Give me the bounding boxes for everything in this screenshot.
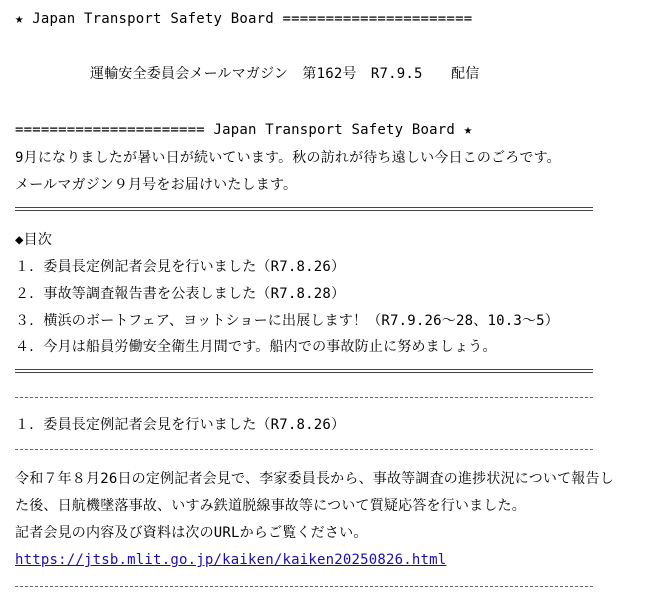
dashed-divider bbox=[15, 397, 593, 398]
intro-line-2: メールマガジン９月号をお届けいたします。 bbox=[15, 177, 298, 193]
kaiken-link[interactable]: https://jtsb.mlit.go.jp/kaiken/kaiken20250826.html bbox=[15, 552, 447, 568]
toc-item-2: ２．事故等調査報告書を公表しました（R7.8.28） bbox=[15, 286, 346, 302]
section1-body-line-3: 記者会見の内容及び資料は次のURLからご覧ください。 bbox=[15, 525, 368, 541]
toc-heading: ◆目次 bbox=[15, 232, 53, 248]
header-top-line: ★ Japan Transport Safety Board ====================== bbox=[15, 11, 473, 27]
header-bottom-line: ====================== Japan Transport Safety Board ★ bbox=[15, 122, 473, 138]
dashed-divider bbox=[15, 586, 593, 587]
double-divider bbox=[15, 369, 593, 373]
intro-line-1: 9月になりましたが暑い日が続いています。秋の訪れが待ち遠しい今日このごろです。 bbox=[15, 150, 561, 166]
toc-item-3: ３．横浜のボートフェア、ヨットショーに出展します！（R7.9.26～28、10.3～5） bbox=[15, 313, 559, 329]
magazine-title: 運輸安全委員会メールマガジン 第162号 R7.9.5 配信 bbox=[90, 66, 480, 82]
toc-item-4: ４．今月は船員労働安全衛生月間です。船内での事故防止に努めましょう。 bbox=[15, 339, 497, 355]
section1-body-line-2: た後、日航機墜落事故、いすみ鉄道脱線事故等について質疑応答を行いました。 bbox=[15, 498, 526, 514]
toc-item-1: １．委員長定例記者会見を行いました（R7.8.26） bbox=[15, 259, 346, 275]
dashed-divider bbox=[15, 449, 593, 450]
double-divider bbox=[15, 207, 593, 211]
section1-title: １．委員長定例記者会見を行いました（R7.8.26） bbox=[15, 417, 346, 433]
section1-body-line-1: 令和７年８月26日の定例記者会見で、李家委員長から、事故等調査の進捗状況について報告し bbox=[15, 471, 614, 487]
